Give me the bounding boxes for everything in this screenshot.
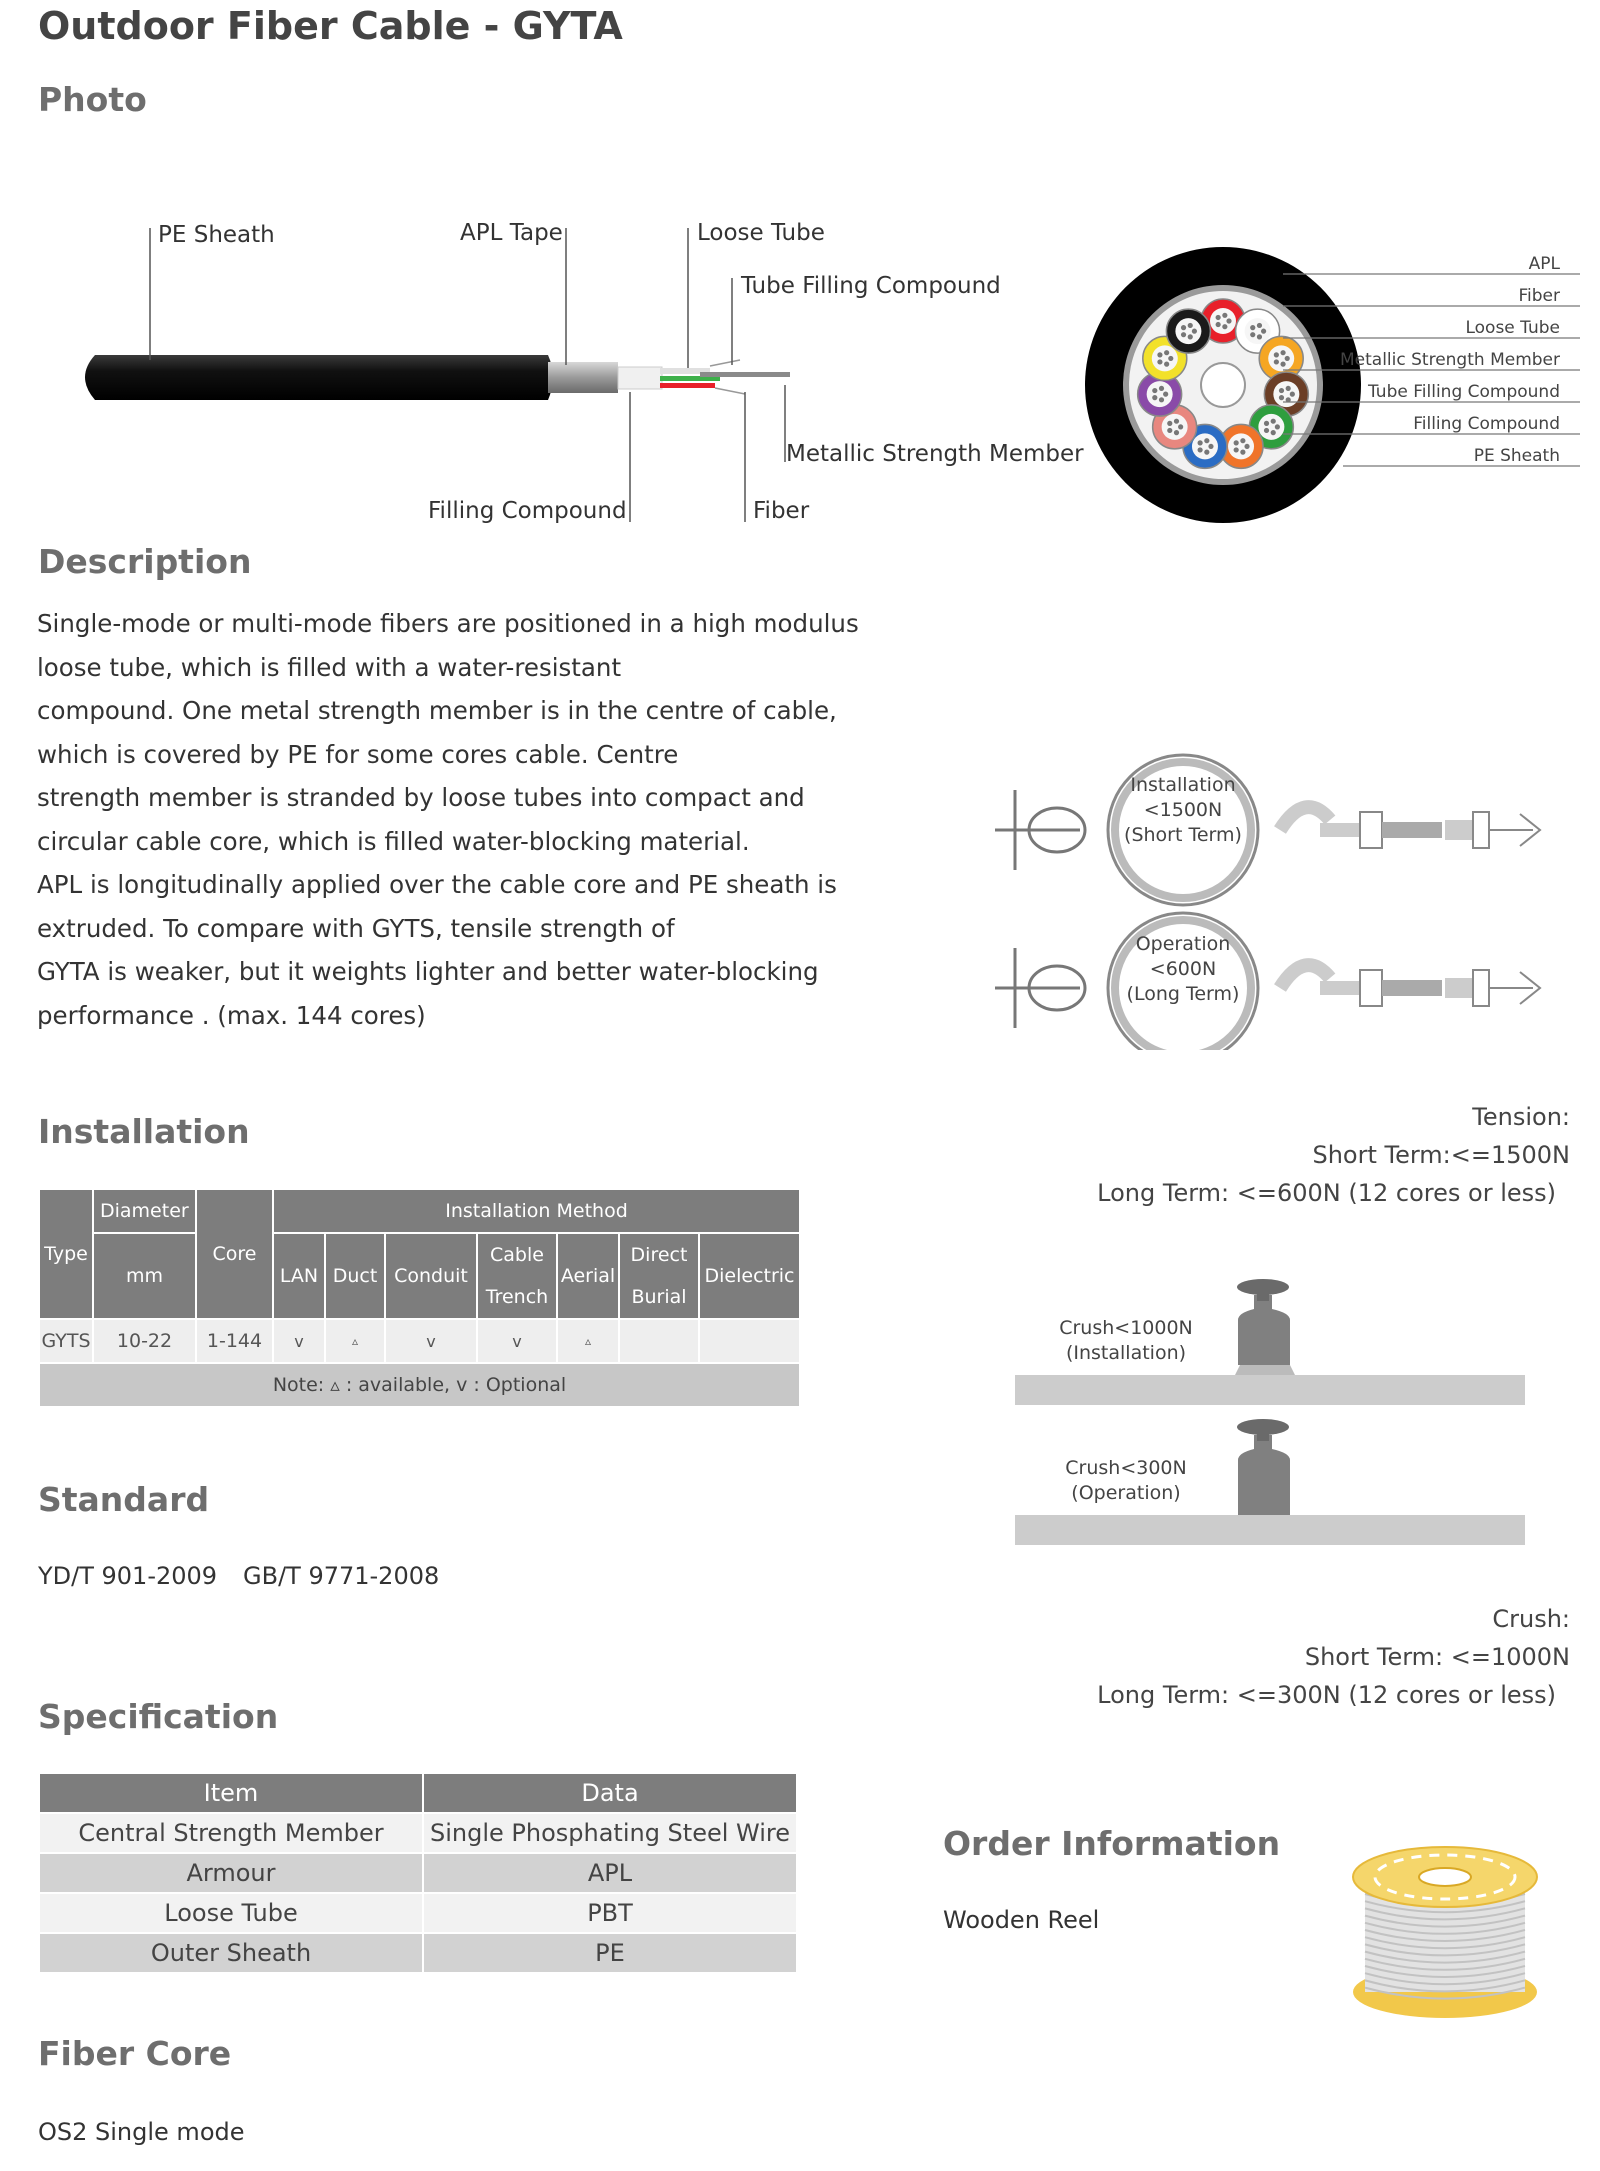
- fiber-dot: [1279, 395, 1284, 400]
- description-line: extruded. To compare with GYTS, tensile strength of: [37, 913, 675, 943]
- col-data: Data: [423, 1773, 797, 1813]
- fiber-dot: [1286, 386, 1291, 391]
- label-tube-filling-compound: Tube Filling Compound: [741, 273, 1001, 299]
- table-row: Outer Sheath PE: [39, 1933, 797, 1973]
- fiber-dot: [1250, 332, 1255, 337]
- fiber-dot: [1285, 356, 1290, 361]
- tube-filling: [1245, 318, 1271, 344]
- description-line: circular cable core, which is filled water-blocking material.: [37, 826, 750, 856]
- table-row: GYTS 10-22 1-144 v ▵ v v ▵: [39, 1319, 800, 1363]
- tube-filling: [1228, 433, 1254, 459]
- fiber-dot: [1152, 395, 1157, 400]
- col-aerial: Aerial: [557, 1233, 619, 1319]
- fiber-dot: [1240, 438, 1245, 443]
- fiber-core-value: OS2 Single mode: [38, 2118, 245, 2146]
- fiber-dot: [1275, 424, 1280, 429]
- fiber-dot: [1234, 440, 1239, 445]
- fiber-dot: [1226, 318, 1231, 323]
- installation-table: [38, 1188, 801, 1408]
- fiber-dot: [1261, 329, 1266, 334]
- fiber-dot: [1222, 324, 1227, 329]
- col-cable-trench: Cable Trench: [477, 1233, 557, 1319]
- cross-section-label: PE Sheath: [1473, 446, 1560, 466]
- crush-title: Crush:: [1492, 1605, 1570, 1633]
- order-information-value: Wooden Reel: [943, 1906, 1100, 1934]
- col-item: Item: [39, 1773, 423, 1813]
- label-metallic-strength-member: Metallic Strength Member: [786, 441, 1084, 467]
- cross-section-label: Loose Tube: [1465, 318, 1560, 338]
- col-duct: Duct: [325, 1233, 385, 1319]
- fiber-dot: [1181, 325, 1186, 330]
- fiber-dot: [1204, 450, 1209, 455]
- fiber-dot: [1188, 323, 1193, 328]
- fiber-dot: [1188, 334, 1193, 339]
- description-line: strength member is stranded by loose tubes into compact and: [37, 783, 805, 812]
- fiber-dot: [1204, 438, 1209, 443]
- label-fiber: Fiber: [753, 498, 810, 524]
- filling-compound-segment: [618, 367, 662, 389]
- fiber-dot: [1250, 325, 1255, 330]
- cross-section-label: Fiber: [1518, 286, 1560, 306]
- description-line: performance . (max. 144 cores): [37, 1000, 426, 1030]
- description-line: GYTA is weaker, but it weights lighter and better water-blocking: [37, 957, 819, 986]
- label-loose-tube: Loose Tube: [697, 220, 825, 246]
- section-heading-specification: Specification: [38, 1697, 279, 1736]
- col-lan: LAN: [273, 1233, 325, 1319]
- fiber-dot: [1167, 428, 1172, 433]
- description-line: compound. One metal strength member is in the centre of cable,: [37, 696, 837, 725]
- col-type: Type: [39, 1189, 93, 1319]
- central-strength-member: [1201, 363, 1245, 407]
- col-installation-method: Installation Method: [273, 1189, 800, 1233]
- description-line: Single-mode or multi-mode fibers are positioned in a high modulus: [37, 609, 859, 638]
- fiber-dot: [1163, 392, 1168, 397]
- installation-note: Note: ▵ : available, v : Optional: [39, 1363, 800, 1407]
- page-title: Outdoor Fiber Cable - GYTA: [38, 4, 623, 48]
- tube-filling: [1147, 381, 1173, 407]
- section-heading-fiber-core: Fiber Core: [38, 2034, 232, 2073]
- table-row: Armour APL: [39, 1853, 797, 1893]
- fiber-dot: [1159, 397, 1164, 402]
- fiber-dot: [1198, 447, 1203, 452]
- col-dielectric: Dielectric: [699, 1233, 800, 1319]
- tension-values: [1000, 1098, 1570, 1212]
- tension-row-operation: [995, 913, 1540, 1050]
- fiber-dot: [1271, 419, 1276, 424]
- tube-filling: [1175, 318, 1201, 344]
- specification-table: [38, 1772, 798, 1974]
- label-apl-tape: APL Tape: [460, 220, 563, 246]
- loose-tube-red: [660, 383, 715, 388]
- col-diameter: Diameter: [93, 1189, 196, 1233]
- fiber-dot: [1234, 447, 1239, 452]
- crush-label-operation: Crush<300N (Operation): [1065, 1457, 1187, 1504]
- fiber-dot: [1167, 421, 1172, 426]
- fiber-dot: [1152, 388, 1157, 393]
- tube-filling: [1162, 414, 1188, 440]
- fiber-dot: [1157, 352, 1162, 357]
- fiber-dot: [1164, 350, 1169, 355]
- fiber-dot: [1257, 323, 1262, 328]
- apl-tape-segment: [548, 362, 618, 393]
- fiber-dot: [1257, 334, 1262, 339]
- strength-member-segment: [700, 372, 790, 377]
- standard-yd: YD/T 901-2009: [38, 1562, 218, 1590]
- tension-label-operation: Operation <600N (Long Term): [1126, 933, 1240, 1005]
- crush-long-term: Long Term: <=300N (12 cores or less): [1097, 1681, 1556, 1709]
- description-line: which is covered by PE for some cores cable. Centre: [37, 739, 679, 769]
- description-line: APL is longitudinally applied over the cable core and PE sheath is: [37, 870, 837, 899]
- tube-filling: [1152, 345, 1178, 371]
- standard-gb: GB/T 9771-2008: [243, 1562, 440, 1590]
- tension-label-installation: Installation <1500N (Short Term): [1124, 774, 1242, 846]
- description-text: [37, 602, 859, 1037]
- col-core: Core: [196, 1189, 273, 1319]
- fiber-dot: [1157, 359, 1162, 364]
- cross-section-label: APL: [1528, 254, 1560, 274]
- cable-side-view: [0, 200, 1100, 540]
- fiber-dot: [1178, 424, 1183, 429]
- col-mm: mm: [93, 1233, 196, 1319]
- fiber-dot: [1279, 388, 1284, 393]
- fiber-dot: [1164, 362, 1169, 367]
- tension-long-term: Long Term: <=600N (12 cores or less): [1097, 1179, 1556, 1207]
- fiber-dot: [1274, 359, 1279, 364]
- pe-sheath-segment: [85, 355, 553, 400]
- fiber-dot: [1240, 450, 1245, 455]
- fiber-dot: [1181, 332, 1186, 337]
- tube-filling: [1273, 381, 1299, 407]
- cross-section-label: Tube Filling Compound: [1368, 382, 1560, 402]
- table-row: Central Strength Member Single Phosphating Steel Wire: [39, 1813, 797, 1853]
- tube-filling: [1192, 433, 1218, 459]
- label-filling-compound: Filling Compound: [428, 498, 627, 524]
- cross-section-label: Metallic Strength Member: [1340, 350, 1560, 370]
- tension-diagram: [985, 730, 1585, 1050]
- fiber-strand: [710, 360, 740, 366]
- fiber-dot: [1264, 428, 1269, 433]
- fiber-dot: [1174, 419, 1179, 424]
- description-line: loose tube, which is filled with a water-resistant: [37, 652, 622, 682]
- crush-short-term: Short Term: <=1000N: [1304, 1643, 1570, 1671]
- crush-diagram: [1010, 1265, 1530, 1550]
- fiber-dot: [1208, 444, 1213, 449]
- tension-row-installation: [995, 755, 1540, 905]
- cross-section-label: Filling Compound: [1413, 414, 1560, 434]
- section-heading-order-information: Order Information: [943, 1824, 1281, 1863]
- fiber-dot: [1168, 356, 1173, 361]
- tube-filling: [1258, 414, 1284, 440]
- col-conduit: Conduit: [385, 1233, 477, 1319]
- tube-filling: [1268, 345, 1294, 371]
- section-heading-installation: Installation: [38, 1112, 250, 1151]
- tube-filling: [1210, 308, 1236, 334]
- section-heading-photo: Photo: [38, 80, 147, 119]
- table-row: Loose Tube PBT: [39, 1893, 797, 1933]
- fiber-dot: [1174, 430, 1179, 435]
- section-heading-description: Description: [38, 542, 252, 581]
- fiber-dot: [1280, 362, 1285, 367]
- fiber-dot: [1244, 444, 1249, 449]
- wooden-reel-image: [1345, 1832, 1545, 2022]
- fiber-dot: [1192, 329, 1197, 334]
- tension-title: Tension:: [1472, 1103, 1570, 1131]
- fiber-dot: [1264, 421, 1269, 426]
- fiber-dot: [1198, 440, 1203, 445]
- fiber-dot: [1290, 392, 1295, 397]
- fiber-dot: [1222, 313, 1227, 318]
- section-heading-standard: Standard: [38, 1480, 210, 1519]
- crush-label-installation: Crush<1000N (Installation): [1059, 1317, 1193, 1364]
- crush-values: [1000, 1600, 1570, 1714]
- tension-short-term: Short Term:<=1500N: [1312, 1141, 1570, 1169]
- fiber-dot: [1216, 315, 1221, 320]
- fiber-dot: [1274, 352, 1279, 357]
- col-direct-burial: Direct Burial: [619, 1233, 699, 1319]
- label-pe-sheath: PE Sheath: [158, 222, 275, 248]
- fiber-dot: [1159, 386, 1164, 391]
- fiber-dot: [1271, 430, 1276, 435]
- fiber-dot: [1216, 322, 1221, 327]
- fiber-dot: [1280, 350, 1285, 355]
